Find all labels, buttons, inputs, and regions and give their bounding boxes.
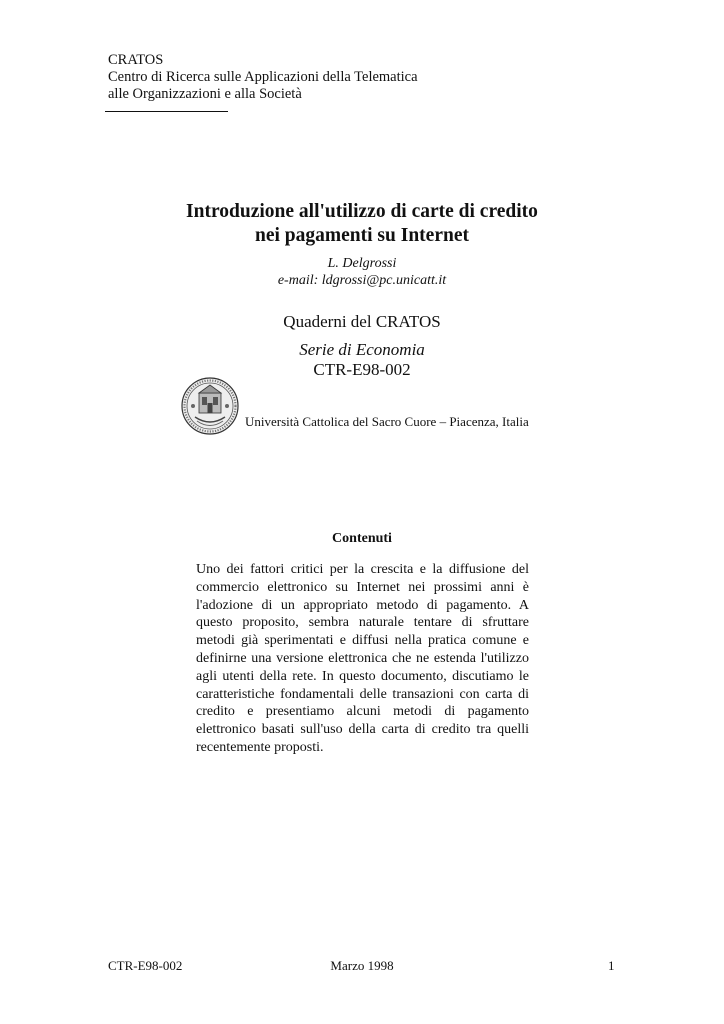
author-block <box>0 255 724 289</box>
title-line-2: nei pagamenti su Internet <box>255 225 469 246</box>
page-number: 1 <box>608 958 615 973</box>
university-affiliation: Università Cattolica del Sacro Cuore – Piacenza, Italia <box>245 414 529 429</box>
series-block <box>0 312 724 380</box>
contents-heading: Contenuti <box>332 531 392 546</box>
header <box>108 52 418 103</box>
org-description-line-2: alle Organizzazioni e alla Società <box>108 86 302 102</box>
org-name: CRATOS <box>108 52 164 68</box>
series-name: Serie di Economia <box>299 340 425 359</box>
author-email: e-mail: ldgrossi@pc.unicatt.it <box>277 273 447 288</box>
author-name: L. Delgrossi <box>327 256 397 271</box>
header-rule <box>105 111 228 112</box>
abstract-text: Uno dei fattori critici per la crescita e la diffusione del commercio elettronico su Internet nei prossimi anni è l'adozione di un appropriato metodo di pagamento. A questo proposito, sembra naturale tentare di sfruttare metodi già sperimentati e diffusi nella pratica comune e definirne una versione elettronica che ne estenda l'utilizzo agli utenti della rete. In questo documento, discutiamo le caratteristiche fondamentali delle transazioni con carta di credito e presentiamo alcuni metodi di pagamento elettronico basati sull'uso della carta di credito tra quelli recentemente proposti. <box>196 562 529 755</box>
org-description-line-1: Centro di Ricerca sulle Applicazioni della Telematica <box>108 69 418 85</box>
footer-report-id: CTR-E98-002 <box>108 958 183 973</box>
report-id: CTR-E98-002 <box>313 360 411 379</box>
title-line-1: Introduzione all'utilizzo di carte di credito <box>186 201 538 222</box>
university-seal-icon <box>181 377 239 435</box>
footer-date: Marzo 1998 <box>330 958 394 973</box>
document-title <box>0 200 724 248</box>
collection-name: Quaderni del CRATOS <box>283 312 441 331</box>
